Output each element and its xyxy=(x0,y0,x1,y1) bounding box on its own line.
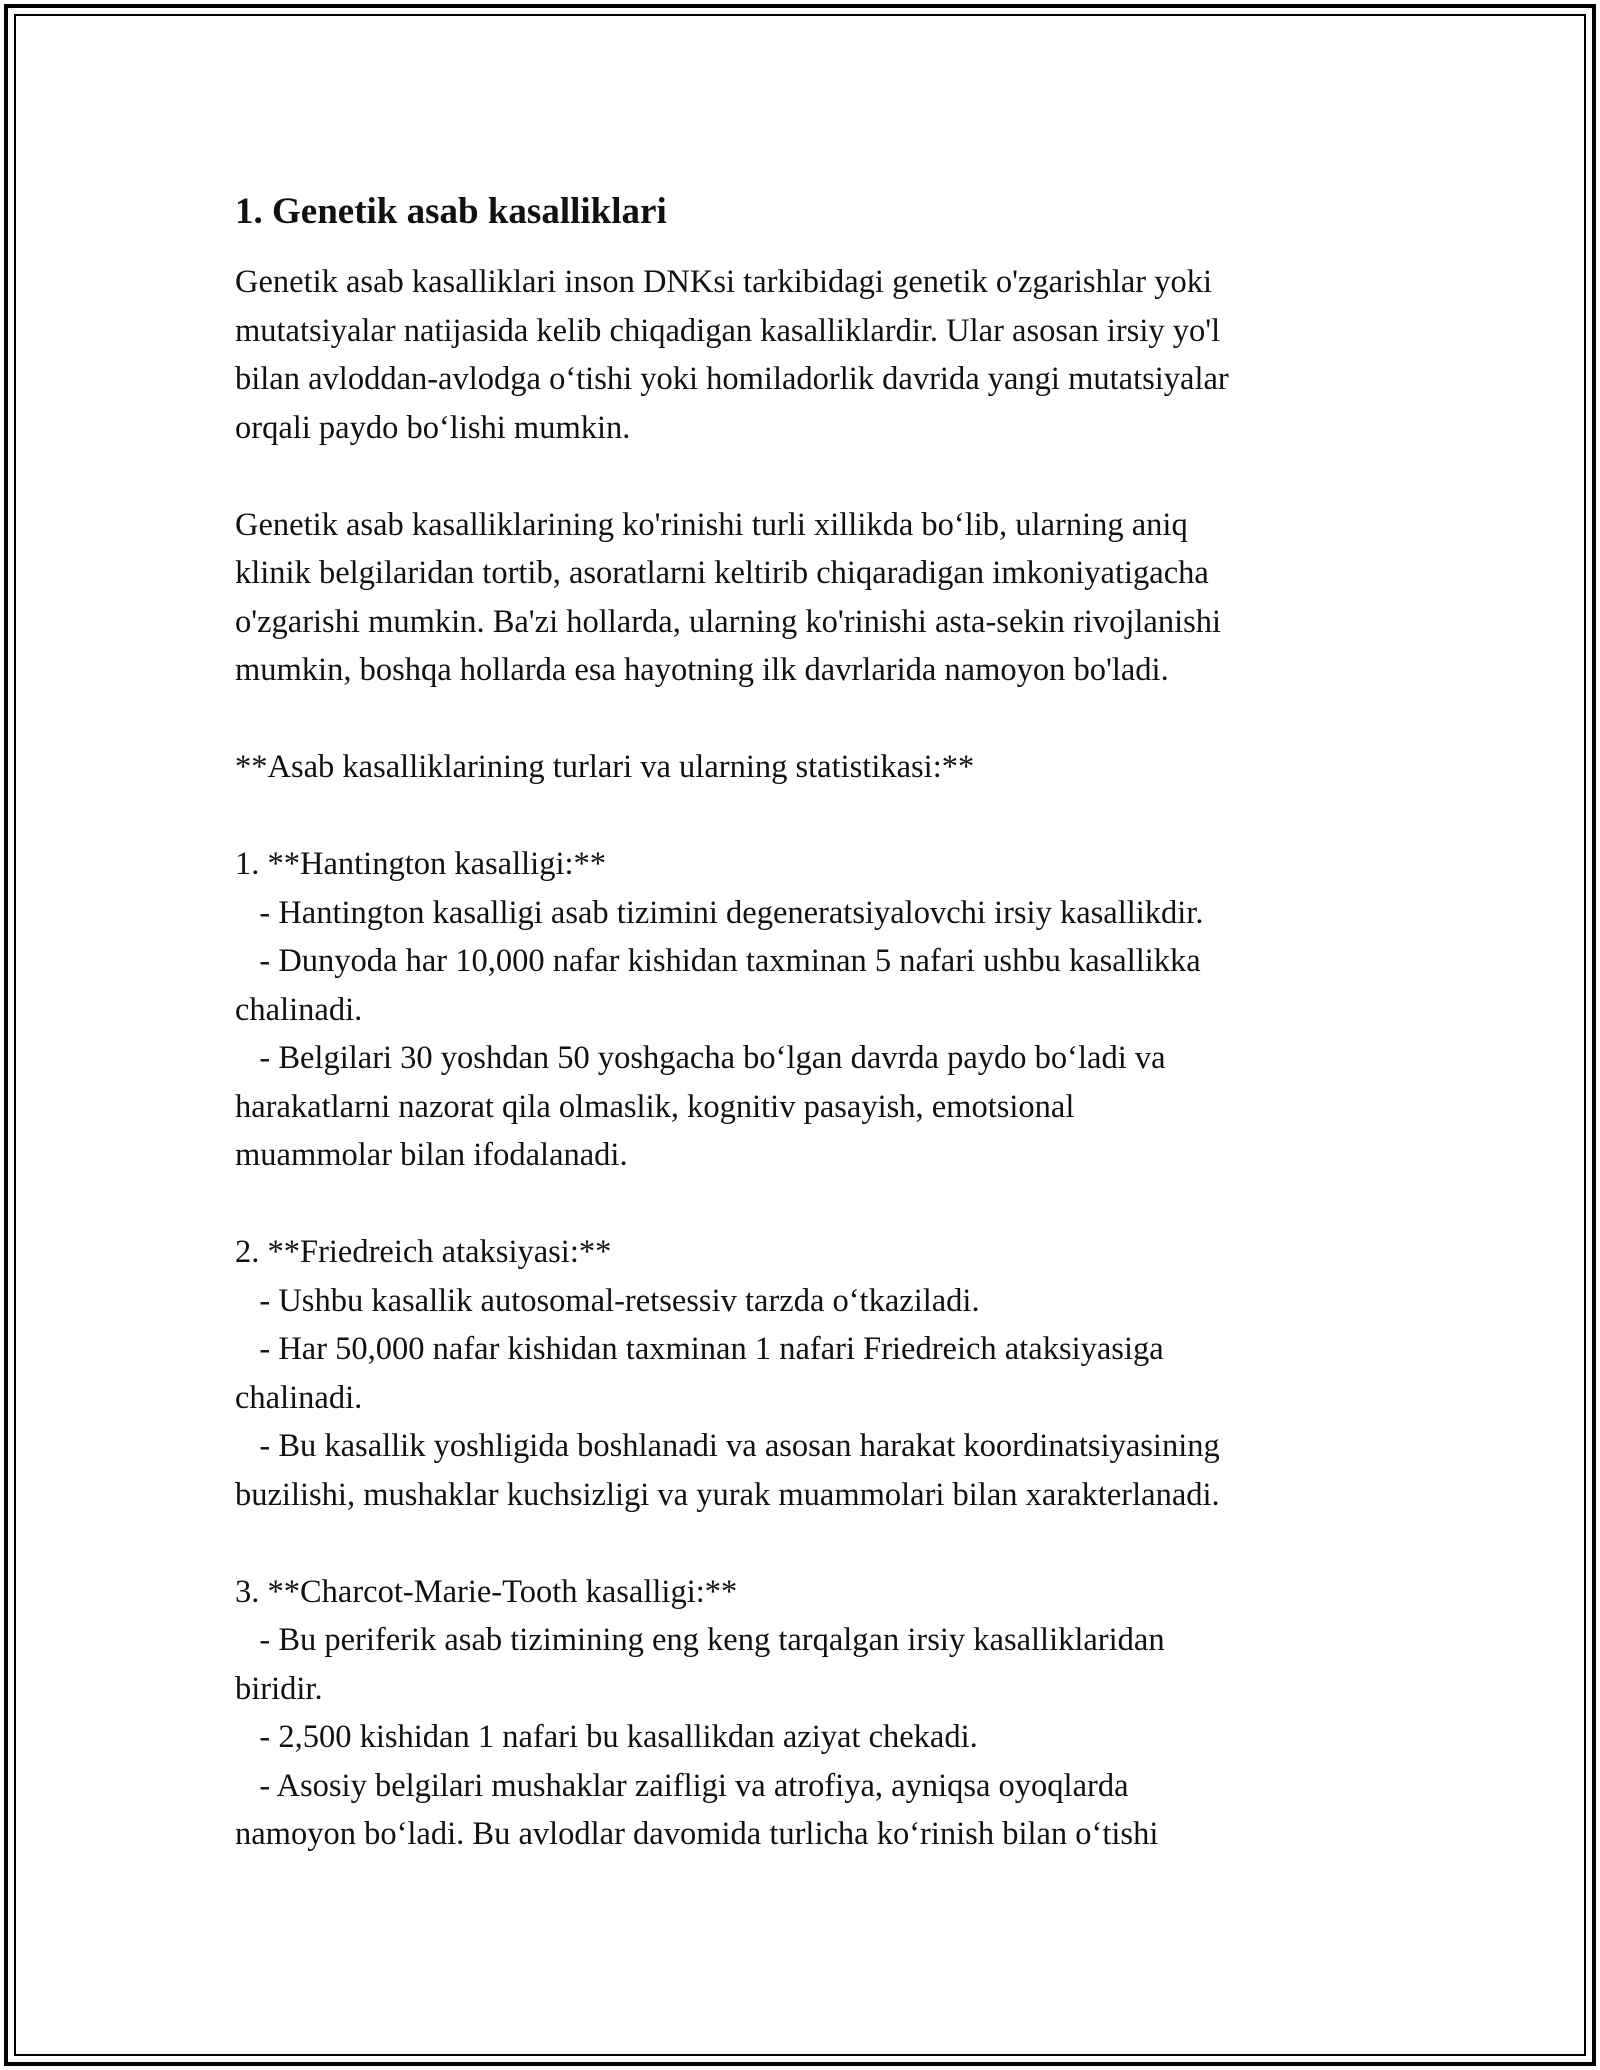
list-item: - Har 50,000 nafar kishidan taxminan 1 nafari Friedreich ataksiyasiga xyxy=(235,1331,1164,1367)
list-item-continuation: namoyon bo‘ladi. Bu avlodlar davomida turlicha ko‘rinish bilan o‘tishi xyxy=(235,1816,1159,1852)
list-item: - 2,500 kishidan 1 nafari bu kasallikdan aziyat chekadi. xyxy=(235,1719,978,1755)
list-item: - Hantington kasalligi asab tizimini degeneratsiyalovchi irsiy kasallikdir. xyxy=(235,894,1204,931)
list-item: - Bu periferik asab tizimining eng keng tarqalgan irsiy kasalliklaridan xyxy=(235,1622,1165,1658)
list-item: - Dunyoda har 10,000 nafar kishidan taxminan 5 nafari ushbu kasallikka xyxy=(235,943,1201,979)
document-title: 1. Genetik asab kasalliklari xyxy=(235,191,667,232)
text-line: orqali paydo bo‘lishi mumkin. xyxy=(235,409,631,446)
paragraph-gap xyxy=(235,452,1385,501)
paragraph-gap xyxy=(235,1519,1385,1568)
text-line: Genetik asab kasalliklarining ko'rinishi turli xillikda bo‘lib, ularning aniq xyxy=(235,506,1188,543)
section-hantington xyxy=(235,840,1385,1180)
list-item-continuation: harakatlarni nazorat qila olmaslik, kognitiv pasayish, emotsional xyxy=(235,1088,1075,1125)
section-heading: 2. **Friedreich ataksiyasi:** xyxy=(235,1234,612,1270)
section-heading: 3. **Charcot-Marie-Tooth kasalligi:** xyxy=(235,1573,738,1610)
text-line: mumkin, boshqa hollarda esa hayotning ilk davrlarida namoyon bo'ladi. xyxy=(235,652,1169,688)
text-line: o'zgarishi mumkin. Ba'zi hollarda, ularning ko'rinishi asta-sekin rivojlanishi xyxy=(235,603,1222,640)
list-item: - Ushbu kasallik autosomal-retsessiv tarzda o‘tkaziladi. xyxy=(235,1282,980,1319)
paragraph-gap xyxy=(235,695,1385,744)
text-line: Genetik asab kasalliklari inson DNKsi tarkibidagi genetik o'zgarishlar yoki xyxy=(235,264,1212,300)
list-item: - Asosiy belgilari mushaklar zaifligi va atrofiya, ayniqsa oyoqlarda xyxy=(235,1767,1129,1804)
paragraph-gap xyxy=(235,792,1385,841)
types-heading: **Asab kasalliklarining turlari va ularning statistikasi:** xyxy=(235,749,975,785)
paragraph-gap xyxy=(235,1180,1385,1229)
list-item: - Belgilari 30 yoshdan 50 yoshgacha bo‘lgan davrda paydo bo‘ladi va xyxy=(235,1040,1166,1076)
text-line: klinik belgilaridan tortib, asoratlarni keltirib chiqaradigan imkoniyatigacha xyxy=(235,555,1209,591)
section-friedreich xyxy=(235,1228,1385,1519)
list-item-continuation: chalinadi. xyxy=(235,991,363,1028)
section-charcot-marie-tooth xyxy=(235,1568,1385,1859)
second-paragraph xyxy=(235,501,1385,695)
section-heading: 1. **Hantington kasalligi:** xyxy=(235,846,607,882)
document-page xyxy=(235,188,1385,1859)
list-item-continuation: chalinadi. xyxy=(235,1379,363,1416)
list-item-continuation: biridir. xyxy=(235,1670,323,1707)
list-item: - Bu kasallik yoshligida boshlanadi va asosan harakat koordinatsiyasining xyxy=(235,1428,1220,1464)
text-line: bilan avloddan-avlodga o‘tishi yoki homiladorlik davrida yangi mutatsiyalar xyxy=(235,361,1229,397)
list-item-continuation: buzilishi, mushaklar kuchsizligi va yurak muammolari bilan xarakterlanadi. xyxy=(235,1476,1220,1513)
list-item-continuation: muammolar bilan ifodalanadi. xyxy=(235,1137,628,1173)
text-line: mutatsiyalar natijasida kelib chiqadigan kasalliklardir. Ular asosan irsiy yo'l xyxy=(235,312,1221,349)
intro-paragraph xyxy=(235,258,1385,452)
